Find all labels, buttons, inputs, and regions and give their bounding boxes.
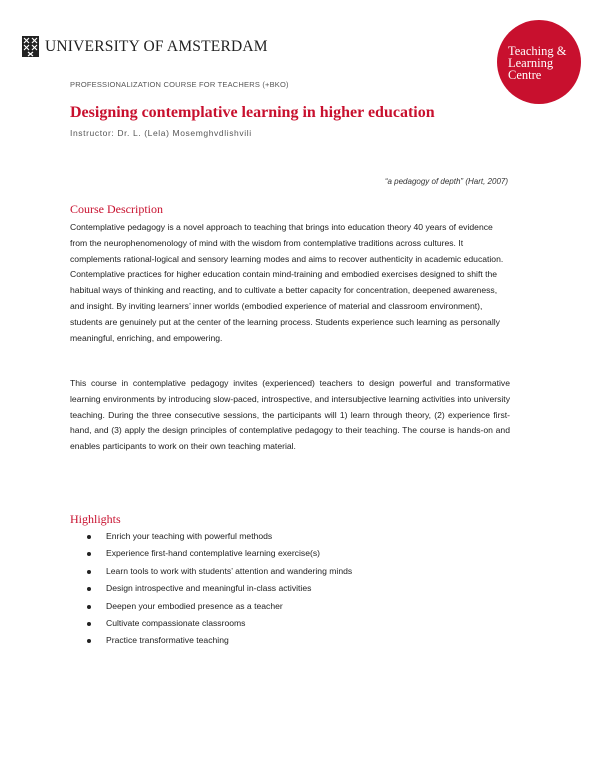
highlights-heading: Highlights bbox=[70, 512, 121, 526]
list-item: Learn tools to work with students’ attention and wandering minds bbox=[90, 563, 352, 580]
list-item: Enrich your teaching with powerful methods bbox=[90, 528, 352, 545]
instructor-line: Instructor: Dr. L. (Lela) Mosemghvdlishvili bbox=[70, 128, 252, 138]
university-logo bbox=[22, 36, 268, 57]
badge-line: Teaching & bbox=[508, 44, 567, 58]
bullet-icon bbox=[87, 605, 91, 609]
bullet-icon bbox=[87, 622, 91, 626]
university-name: UNIVERSITY OF AMSTERDAM bbox=[45, 37, 268, 55]
list-item: Practice transformative teaching bbox=[90, 632, 352, 649]
description-paragraph-1: Contemplative pedagogy is a novel approach to teaching that brings into education theory 40 years of evidence from the neurophenomenology of mind with the wisdom from contemplative traditions across cultures. It complements rational-logical and sensory learning modes and aims to recover authenticity in academic education. Contemplative practices for higher education contain mind-training and embodied exercises designed to shift the habitual ways of thinking and reacting, and to cultivate a better capacity for concentration, deepened awareness, and insight. By inviting learners’ inner worlds (embodied experience of material and classroom environment), students are genuinely put at the center of the learning process. Students experience such learning as personally meaningful, enriching, and empowering. bbox=[70, 222, 504, 343]
bullet-icon bbox=[87, 570, 91, 574]
list-item: Cultivate compassionate classrooms bbox=[90, 615, 352, 632]
list-item: Experience first-hand contemplative learning exercise(s) bbox=[90, 545, 352, 562]
bullet-icon bbox=[87, 535, 91, 539]
epigraph-quote: “a pedagogy of depth” (Hart, 2007) bbox=[384, 177, 508, 186]
list-item: Deepen your embodied presence as a teacher bbox=[90, 598, 352, 615]
course-series-label: PROFESSIONALIZATION COURSE FOR TEACHERS (+BKO) bbox=[70, 80, 289, 89]
description-paragraph-2: This course in contemplative pedagogy invites (experienced) teachers to design powerful and transformative learning environments by introducing slow-paced, introspective, and intersubjective learning activities into university teaching. During the three consecutive sessions, the participants will 1) learn through theory, (2) experience first-hand, and (3) apply the design principles of contemplative pedagogy to their teaching. The course is hands-on and enables participants to work on their own teaching material. bbox=[70, 378, 510, 452]
university-crest-icon bbox=[22, 36, 39, 57]
highlights-list bbox=[90, 528, 352, 650]
page-title: Designing contemplative learning in higher education bbox=[70, 104, 435, 121]
badge-line: Learning bbox=[508, 56, 554, 70]
teaching-learning-centre-badge bbox=[497, 20, 581, 104]
list-item: Design introspective and meaningful in-class activities bbox=[90, 580, 352, 597]
course-description-heading: Course Description bbox=[70, 202, 163, 216]
badge-line: Centre bbox=[508, 68, 542, 82]
